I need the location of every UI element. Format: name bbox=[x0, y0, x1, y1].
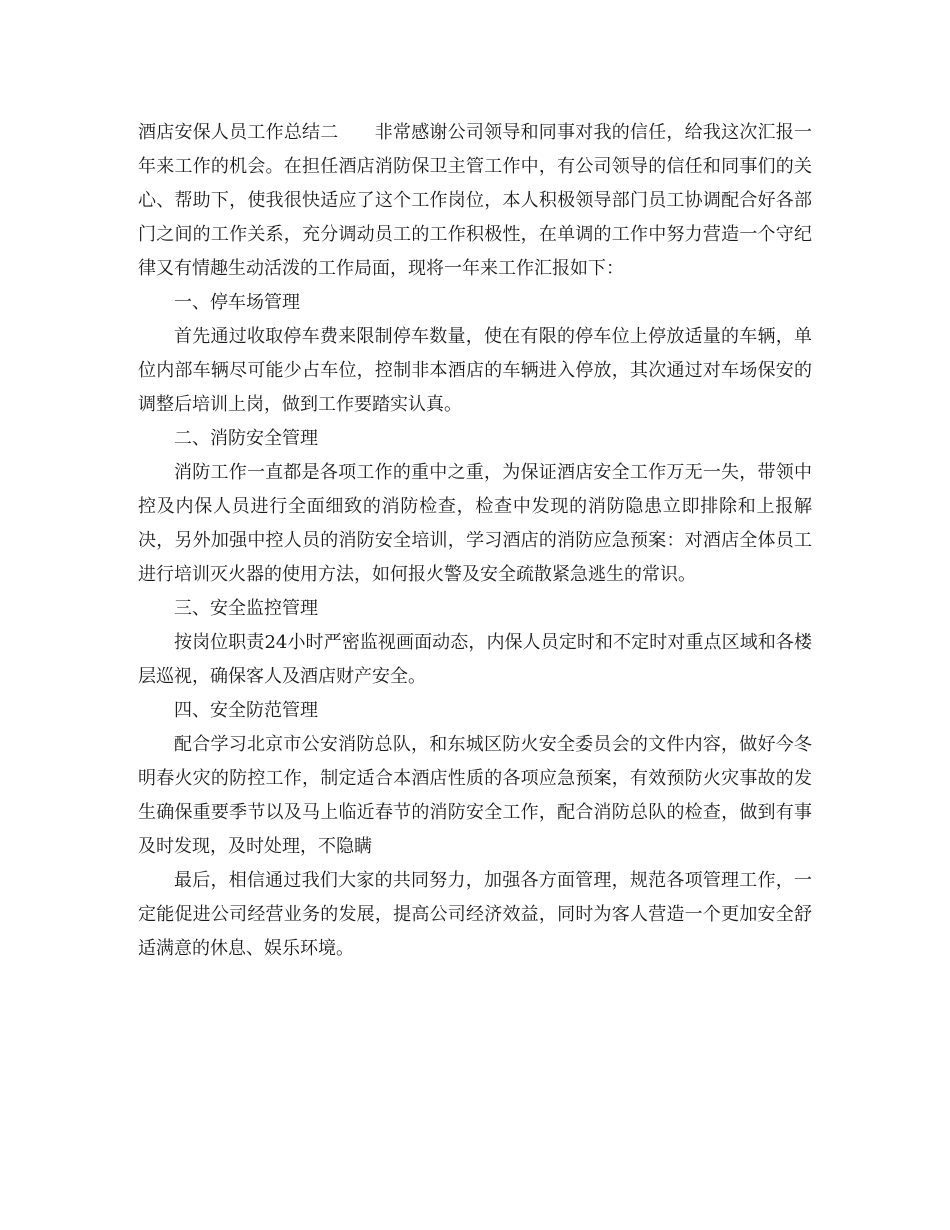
section-body-monitoring: 按岗位职责24小时严密监视画面动态，内保人员定时和不定时对重点区域和各楼层巡视，确保客人及酒店财产安全。 bbox=[138, 632, 812, 687]
section-body-prevention: 配合学习北京市公安消防总队，和东城区防火安全委员会的文件内容，做好今冬明春火灾的防控工作，制定适合本酒店性质的各项应急预案，有效预防火灾事故的发生确保重要季节以及马上临近春节的消防安全工作，配合消防总队的检查，做到有事及时发现，及时处理，不隐瞒 bbox=[138, 734, 812, 857]
document-body bbox=[138, 116, 812, 966]
section-heading-parking: 一、停车场管理 bbox=[174, 292, 300, 313]
section-heading-fire-safety: 二、消防安全管理 bbox=[174, 428, 318, 449]
section-body-parking: 首先通过收取停车费来限制停车数量，使在有限的停车位上停放适量的车辆，单位内部车辆尽可能少占车位，控制非本酒店的车辆进入停放，其次通过对车场保安的调整后培训上岗，做到工作要踏实认真。 bbox=[138, 326, 812, 415]
intro-text: 非常感谢公司领导和同事对我的信任，给我这次汇报一年来工作的机会。在担任酒店消防保卫主管工作中，有公司领导的信任和同事们的关心、帮助下，使我很快适应了这个工作岗位，本人积极领导部门员工协调配合好各部门之间的工作关系，充分调动员工的工作积极性，在单调的工作中努力营造一个守纪律又有情趣生动活泼的工作局面，现将一年来工作汇报如下： bbox=[138, 122, 812, 279]
intro-paragraph bbox=[138, 116, 812, 286]
closing-paragraph: 最后，相信通过我们大家的共同努力，加强各方面管理，规范各项管理工作，一定能促进公司经营业务的发展，提高公司经济效益，同时为客人营造一个更加安全舒适满意的休息、娱乐环境。 bbox=[138, 870, 812, 959]
section-heading-monitoring: 三、安全监控管理 bbox=[174, 598, 318, 619]
section-heading-prevention: 四、安全防范管理 bbox=[174, 700, 318, 721]
document-title: 酒店安保人员工作总结二 bbox=[138, 122, 339, 143]
section-body-fire-safety: 消防工作一直都是各项工作的重中之重，为保证酒店安全工作万无一失，带领中控及内保人员进行全面细致的消防检查，检查中发现的消防隐患立即排除和上报解决，另外加强中控人员的消防安全培训，学习酒店的消防应急预案：对酒店全体员工进行培训灭火器的使用方法，如何报火警及安全疏散紧急逃生的常识。 bbox=[138, 462, 812, 585]
